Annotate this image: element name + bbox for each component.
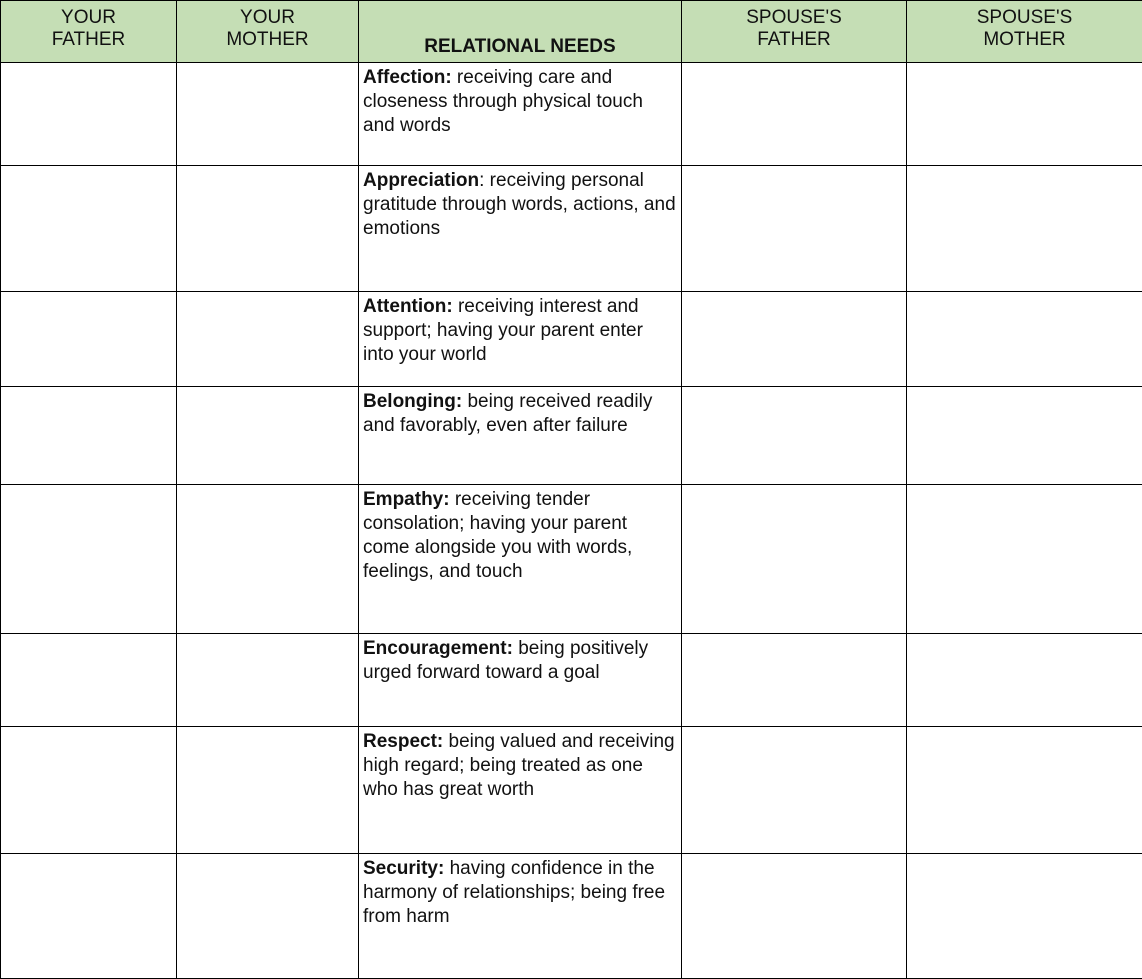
table-row xyxy=(1,727,1142,854)
header-spouses-mother-line1: SPOUSE'S xyxy=(907,7,1142,29)
need-term: Appreciation xyxy=(363,170,479,191)
header-spouses-father-line2: FATHER xyxy=(682,29,906,51)
header-your-mother-line1: YOUR xyxy=(177,7,358,29)
cell-your-mother[interactable] xyxy=(177,292,359,387)
cell-spouses-father[interactable] xyxy=(682,63,907,166)
need-definition: having confidence in the harmony of relationships; being free from harm xyxy=(363,858,665,927)
need-description xyxy=(359,727,682,854)
cell-your-mother[interactable] xyxy=(177,854,359,979)
header-your-mother-line2: MOTHER xyxy=(177,29,358,51)
cell-spouses-father[interactable] xyxy=(682,854,907,979)
header-your-father xyxy=(1,1,177,63)
cell-spouses-father[interactable] xyxy=(682,727,907,854)
table-row xyxy=(1,292,1142,387)
header-spouses-father xyxy=(682,1,907,63)
cell-spouses-mother[interactable] xyxy=(907,292,1142,387)
need-term: Security: xyxy=(363,858,444,879)
cell-your-father[interactable] xyxy=(1,634,177,727)
table-header xyxy=(1,1,1142,63)
cell-your-mother[interactable] xyxy=(177,727,359,854)
cell-your-father[interactable] xyxy=(1,166,177,292)
table-row xyxy=(1,63,1142,166)
header-spouses-mother xyxy=(907,1,1142,63)
header-relational-needs: RELATIONAL NEEDS xyxy=(359,1,682,63)
need-definition: receiving interest and support; having your parent enter into your world xyxy=(363,296,643,365)
cell-your-father[interactable] xyxy=(1,387,177,485)
header-your-father-line1: YOUR xyxy=(1,7,176,29)
cell-your-mother[interactable] xyxy=(177,387,359,485)
cell-spouses-father[interactable] xyxy=(682,634,907,727)
need-term: Respect: xyxy=(363,731,443,752)
cell-your-father[interactable] xyxy=(1,292,177,387)
cell-your-father[interactable] xyxy=(1,854,177,979)
table-row xyxy=(1,485,1142,634)
need-definition: being positively urged forward toward a goal xyxy=(363,638,648,683)
header-spouses-mother-line2: MOTHER xyxy=(907,29,1142,51)
header-spouses-father-line1: SPOUSE'S xyxy=(682,7,906,29)
table-row xyxy=(1,387,1142,485)
cell-your-mother[interactable] xyxy=(177,63,359,166)
need-description xyxy=(359,854,682,979)
need-description xyxy=(359,166,682,292)
cell-spouses-father[interactable] xyxy=(682,485,907,634)
cell-spouses-mother[interactable] xyxy=(907,485,1142,634)
need-term: Empathy: xyxy=(363,489,450,510)
table-body xyxy=(1,63,1142,979)
need-definition: being valued and receiving high regard; being treated as one who has great worth xyxy=(363,731,675,800)
need-description xyxy=(359,63,682,166)
need-term: Belonging: xyxy=(363,391,462,412)
need-description xyxy=(359,292,682,387)
table-row xyxy=(1,854,1142,979)
need-definition: receiving care and closeness through physical touch and words xyxy=(363,67,643,136)
need-definition: being received readily and favorably, even after failure xyxy=(363,391,652,436)
cell-spouses-mother[interactable] xyxy=(907,634,1142,727)
need-term: Affection: xyxy=(363,67,452,88)
need-term: Attention: xyxy=(363,296,453,317)
cell-spouses-mother[interactable] xyxy=(907,727,1142,854)
cell-spouses-mother[interactable] xyxy=(907,854,1142,979)
cell-your-mother[interactable] xyxy=(177,485,359,634)
header-row xyxy=(1,1,1142,63)
need-term: Encouragement: xyxy=(363,638,513,659)
cell-your-mother[interactable] xyxy=(177,634,359,727)
need-description xyxy=(359,634,682,727)
cell-spouses-father[interactable] xyxy=(682,387,907,485)
table-row xyxy=(1,634,1142,727)
cell-spouses-mother[interactable] xyxy=(907,166,1142,292)
need-definition: : receiving personal gratitude through words, actions, and emotions xyxy=(363,170,676,239)
need-description xyxy=(359,387,682,485)
cell-spouses-father[interactable] xyxy=(682,166,907,292)
cell-your-mother[interactable] xyxy=(177,166,359,292)
cell-your-father[interactable] xyxy=(1,485,177,634)
cell-your-father[interactable] xyxy=(1,727,177,854)
header-your-mother xyxy=(177,1,359,63)
cell-spouses-father[interactable] xyxy=(682,292,907,387)
header-your-father-line2: FATHER xyxy=(1,29,176,51)
need-definition: receiving tender consolation; having your parent come alongside you with words, feelings, and touch xyxy=(363,489,632,582)
cell-spouses-mother[interactable] xyxy=(907,387,1142,485)
need-description xyxy=(359,485,682,634)
table-row xyxy=(1,166,1142,292)
cell-spouses-mother[interactable] xyxy=(907,63,1142,166)
cell-your-father[interactable] xyxy=(1,63,177,166)
